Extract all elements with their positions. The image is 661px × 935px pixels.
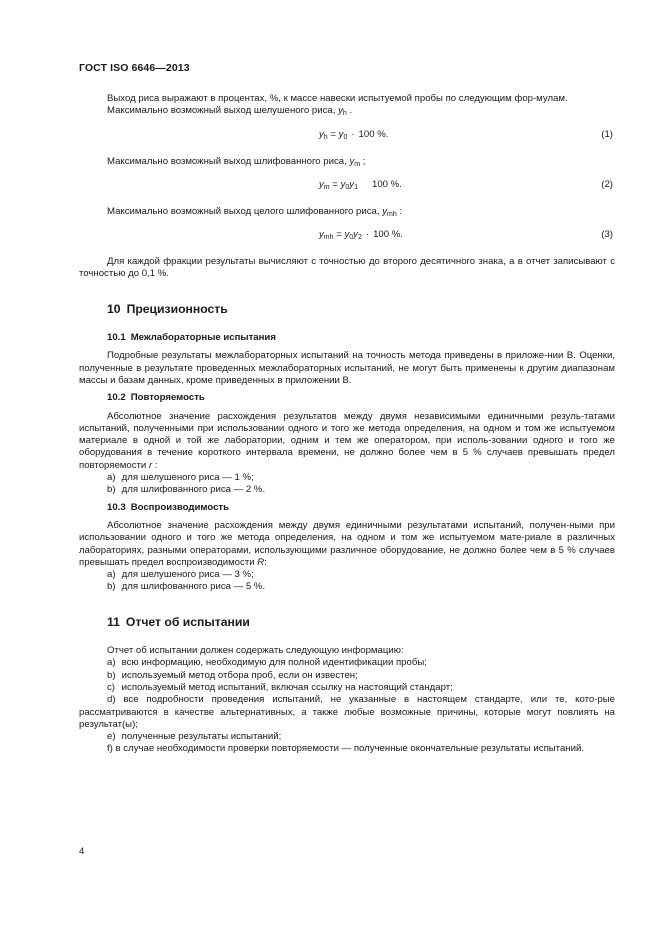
formula-1-expression: $y_h = y_0 \cdot 100$ %.: [319, 128, 389, 141]
section-10-title: Прецизионность: [126, 301, 228, 316]
reproducibility-limit-symbol: R: [257, 556, 265, 568]
section-10-3-text: Абсолютное значение расхождения между двумя единичными результатами испытаний, получен-ными при использовании одного и того же метода определения, на одном и том же испытуемом мате-риале в различных лабораториях, разными операторами, использующими различное оборудование, не должно более чем в 5 % случаев превышать предел воспроизводимости R:: [79, 519, 615, 568]
list-item: b) используемый метод отбора проб, если он известен;: [107, 669, 358, 681]
section-10-2-heading: [79, 392, 615, 404]
section-10-1-title: Межлабораторные испытания: [130, 332, 276, 344]
list-item: d) все подробности проведения испытаний, не указанные в настоящем стандарте, или те, кото-рые рассматриваются в качестве альтернативных, а также любые возможные причины, которые могут повлиять на результат(ы);: [79, 694, 615, 730]
section-10-2-title: Повторяемость: [130, 392, 205, 404]
repeatability-limit-symbol: r: [148, 459, 153, 471]
precision-note-paragraph: Для каждой фракции результаты вычисляют с точностью до второго десятичного знака, а в отчет записывают с точностью до 0,1 %.: [79, 256, 615, 280]
hulled-yield-paragraph: [79, 105, 615, 117]
milled-yield-paragraph: [79, 156, 615, 168]
section-11-number: 11: [107, 614, 120, 629]
milled-yield-end: ;: [362, 155, 366, 167]
milled-yield-text: Максимально возможный выход шлифованного риса,: [107, 155, 347, 167]
section-10-2-number: 10.2: [107, 392, 126, 404]
formula-3-number: (3): [601, 229, 613, 241]
section-10-number: 10: [107, 301, 121, 316]
section-10-2-text: Абсолютное значение расхождения результатов между двумя независимыми единичными резуль-татами испытаний, полученными при использовании одного и того же метода определения, на одном и том же испытуемом материале в одной и той же лаборатории, одним и тем же оператором, при исполь-зовании одного и того же оборудования в течение короткого интервала времени, не должно более чем в 5 % случаев превышать предел повторяемости r :: [79, 410, 615, 471]
milled-yield-symbol-sub: m: [354, 160, 361, 168]
formula-1: [79, 129, 615, 147]
milled-yield-symbol: y: [349, 155, 355, 167]
section-10-1-number: 10.1: [107, 332, 126, 344]
section-11-lead: Отчет об испытании должен содержать следующую информацию:: [107, 645, 404, 657]
intro-paragraph: Выход риса выражают в процентах, %, к массе навески испытуемой пробы по следующим фор-мулам.: [107, 93, 568, 104]
hulled-yield-symbol-sub: h: [342, 110, 347, 118]
section-10-3-title: Воспроизводимость: [130, 501, 229, 513]
formula-2: [79, 179, 615, 197]
hulled-yield-symbol: y: [338, 105, 343, 117]
formula-1-number: (1): [601, 128, 613, 140]
section-10-heading: [79, 303, 615, 315]
list-item: c) используемый метод испытаний, включая ссылку на настоящий стандарт;: [107, 681, 453, 693]
document-header: ГОСТ ISO 6646—2013: [79, 62, 190, 74]
section-10-3-number: 10.3: [107, 501, 126, 513]
hulled-yield-end: .: [349, 105, 353, 117]
formula-2-expression: $y_m = y_0y_1$ 100 %.: [319, 178, 402, 191]
section-10-1-text: Подробные результаты межлабораторных испытаний на точность метода приведены в приложе-нии В. Оценки, полученные в результате проведенных межлабораторных испытаний, не могут быть применены к другим диапазонам массы и базам данных, кроме приведенных в приложении В.: [79, 350, 615, 386]
list-item: b) для шлифованного риса — 5 %.: [107, 581, 266, 593]
whole-milled-yield-symbol-sub: mh: [387, 210, 397, 218]
whole-milled-yield-paragraph: [79, 206, 615, 218]
formula-3-expression: $y_{mh} = y_0y_2 \cdot 100$ %.: [319, 229, 403, 242]
section-10-3-heading: [79, 502, 615, 514]
document-body: [79, 93, 615, 756]
hulled-yield-text: Максимально возможный выход шелушеного риса,: [107, 105, 336, 117]
list-item: e) полученные результаты испытаний;: [107, 731, 282, 743]
whole-milled-yield-symbol: y: [382, 205, 387, 217]
section-10-1-heading: [79, 332, 615, 344]
list-item: a) для шелушеного риса — 1 %;: [107, 472, 254, 484]
list-item: a) для шелушеного риса — 3 %;: [107, 569, 254, 581]
formula-2-number: (2): [601, 178, 613, 190]
section-11-heading: [79, 616, 615, 628]
page-number: 4: [79, 846, 85, 857]
list-item: b) для шлифованного риса — 2 %.: [107, 484, 266, 496]
whole-milled-yield-text: Максимально возможный выход целого шлифованного риса,: [107, 205, 380, 217]
formula-3: [79, 229, 615, 247]
list-item: f) в случае необходимости проверки повторяемости — полученные окончательные результаты испытаний.: [107, 743, 584, 755]
section-11-title: Отчет об испытании: [125, 614, 250, 629]
list-item: a) всю информацию, необходимую для полной идентификации пробы;: [107, 657, 427, 669]
whole-milled-yield-end: :: [399, 205, 403, 217]
